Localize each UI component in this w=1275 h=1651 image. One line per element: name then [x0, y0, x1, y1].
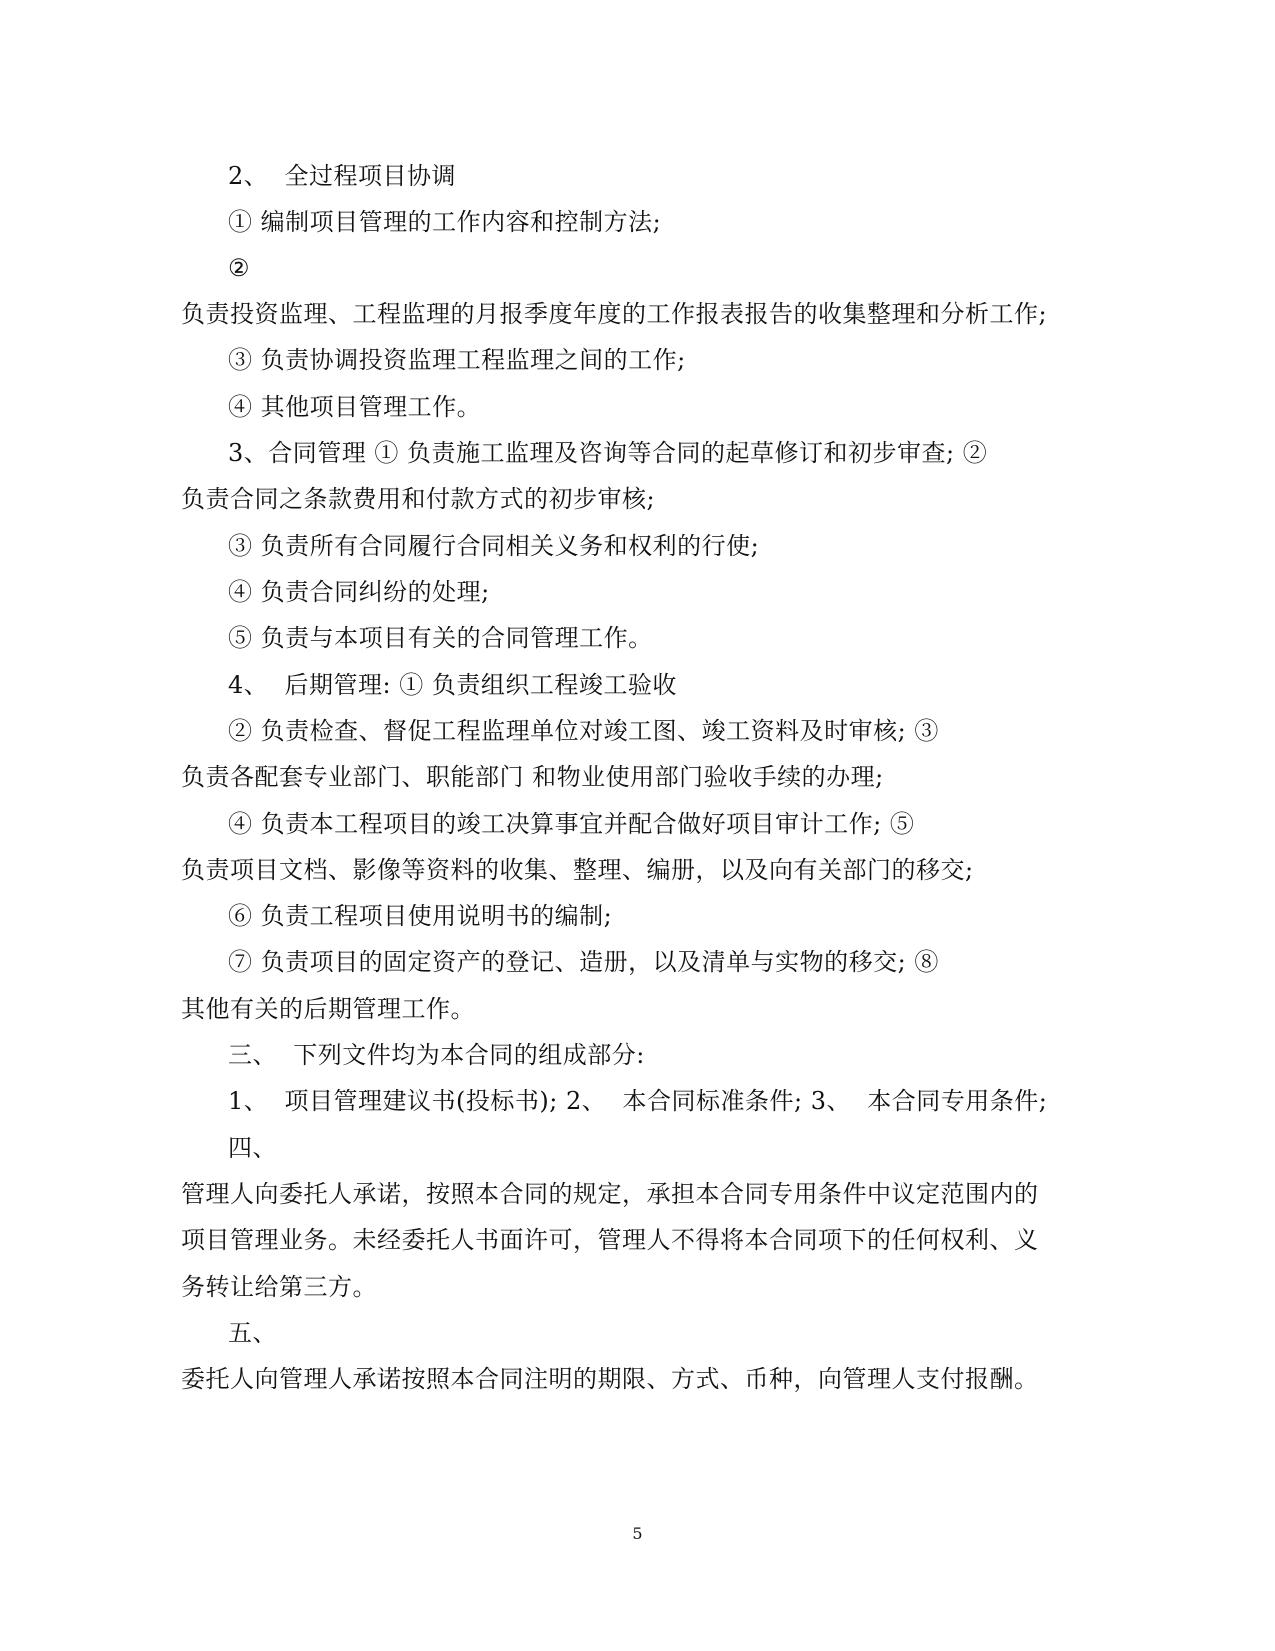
list-item-4-6: ⑥ 负责工程项目使用说明书的编制; [228, 902, 613, 930]
list-item-3-2-text: 负责合同之条款费用和付款方式的初步审核; [181, 485, 656, 513]
list-item-4-2: ② 负责检查、督促工程监理单位对竣工图、竣工资料及时审核; ③ [228, 717, 939, 745]
section-heading-4: 4、 后期管理: ① 负责组织工程竣工验收 [228, 671, 677, 699]
list-item-4-5-text: 负责项目文档、影像等资料的收集、整理、编册，以及向有关部门的移交; [181, 856, 974, 884]
list-item-2-1: ① 编制项目管理的工作内容和控制方法; [228, 208, 662, 236]
contract-documents-list: 1、 项目管理建议书(投标书); 2、 本合同标准条件; 3、 本合同专用条件; [228, 1087, 1048, 1115]
section-heading-2: 2、 全过程项目协调 [228, 162, 457, 190]
list-item-4-4: ④ 负责本工程项目的竣工决算事宜并配合做好项目审计工作; ⑤ [228, 810, 915, 838]
list-item-2-4: ④ 其他项目管理工作。 [228, 393, 482, 421]
paragraph-five: 委托人向管理人承诺按照本合同注明的期限、方式、币种，向管理人支付报酬。 [181, 1365, 1039, 1393]
list-item-3-4: ④ 负责合同纠纷的处理; [228, 578, 490, 606]
list-item-3-5: ⑤ 负责与本项目有关的合同管理工作。 [228, 624, 653, 652]
section-heading-four: 四、 [228, 1134, 277, 1162]
list-item-3-3: ③ 负责所有合同履行合同相关义务和权利的行使; [228, 532, 760, 560]
page-number: 5 [632, 1524, 643, 1543]
list-item-4-3-text: 负责各配套专业部门、职能部门 和物业使用部门验收手续的办理; [181, 763, 884, 791]
paragraph-four-line-2: 项目管理业务。未经委托人书面许可，管理人不得将本合同项下的任何权利、义 [181, 1226, 1039, 1254]
paragraph-four-line-3: 务转让给第三方。 [181, 1273, 377, 1301]
section-heading-3: 3、合同管理 ① 负责施工监理及咨询等合同的起草修订和初步审查; ② [228, 439, 988, 467]
section-heading-three: 三、 下列文件均为本合同的组成部分: [228, 1041, 645, 1069]
list-item-4-7: ⑦ 负责项目的固定资产的登记、造册，以及清单与实物的移交; ⑧ [228, 948, 939, 976]
list-item-4-8-text: 其他有关的后期管理工作。 [181, 995, 475, 1023]
paragraph-four-line-1: 管理人向委托人承诺，按照本合同的规定，承担本合同专用条件中议定范围内的 [181, 1180, 1039, 1208]
section-heading-five: 五、 [228, 1319, 277, 1347]
list-item-2-3: ③ 负责协调投资监理工程监理之间的工作; [228, 346, 686, 374]
list-item-2-2-marker: ② [228, 254, 251, 282]
list-item-2-2-text: 负责投资监理、工程监理的月报季度年度的工作报表报告的收集整理和分析工作; [181, 300, 1048, 328]
